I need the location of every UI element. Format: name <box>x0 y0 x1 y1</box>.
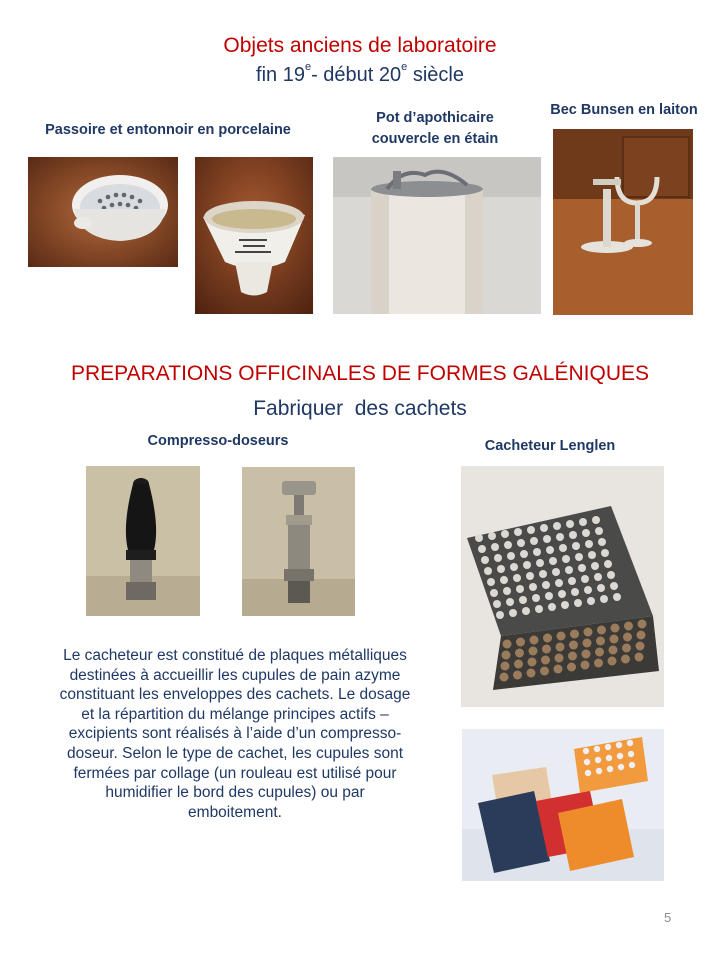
page-subtitle <box>0 61 720 87</box>
metal-doser-illustration <box>242 467 355 616</box>
subtitle-start: fin 19 <box>256 64 305 86</box>
colored-plates-illustration <box>462 729 664 881</box>
subtitle-mid: - début 20 <box>311 64 402 86</box>
photo-bec-bunsen <box>553 129 693 315</box>
superscript-e-2: e <box>401 61 408 73</box>
black-handle-doser-illustration <box>86 466 200 616</box>
photo-compresso-doseur-2 <box>242 467 355 616</box>
section-subtitle: Fabriquer des cachets <box>253 397 467 420</box>
caption-bec-bunsen: Bec Bunsen en laiton <box>550 102 698 118</box>
funnel-illustration <box>195 157 313 314</box>
bunsen-burner-illustration <box>553 129 693 315</box>
photo-pot-apothicaire <box>333 157 541 314</box>
caption-cacheteur-lenglen: Cacheteur Lenglen <box>484 438 616 454</box>
superscript-e-1: e <box>304 61 312 73</box>
photo-passoire <box>28 157 178 267</box>
caption-compresso-doseurs: Compresso-doseurs <box>147 433 289 449</box>
photo-entonnoir <box>195 157 313 314</box>
section-title: PREPARATIONS OFFICINALES DE FORMES GALÉNIQUES <box>71 362 649 385</box>
caption-pot-apothicaire: Pot d’apothicaire couvercle en étain <box>371 110 499 147</box>
photo-cacheteur-plaques-couleur <box>462 729 664 881</box>
subtitle-end: siècle <box>407 64 464 86</box>
cachet-plates-illustration <box>461 466 664 707</box>
strainer-illustration <box>28 157 178 267</box>
photo-compresso-doseur-1 <box>86 466 200 616</box>
page-title: Objets anciens de laboratoire <box>223 34 497 57</box>
caption-passoire-entonnoir: Passoire et entonnoir en porcelaine <box>45 122 291 138</box>
description-paragraph: Le cacheteur est constitué de plaques métalliques destinées à accueillir les cupules de pain azyme constituant les enveloppes des cachets. Le dosage et la répartition du mélange principes actifs – excipients sont réalisés à l’aide d’un compresso- doseur. Selon le type de cachet, les cupules sont fermées par collage (un rouleau est utilisé pour humidifier le bord des cupules) ou par emboitement. <box>59 647 411 821</box>
apothecary-pot-illustration <box>333 157 541 314</box>
photo-cacheteur-plaques <box>461 466 664 707</box>
page-number: 5 <box>664 910 672 925</box>
